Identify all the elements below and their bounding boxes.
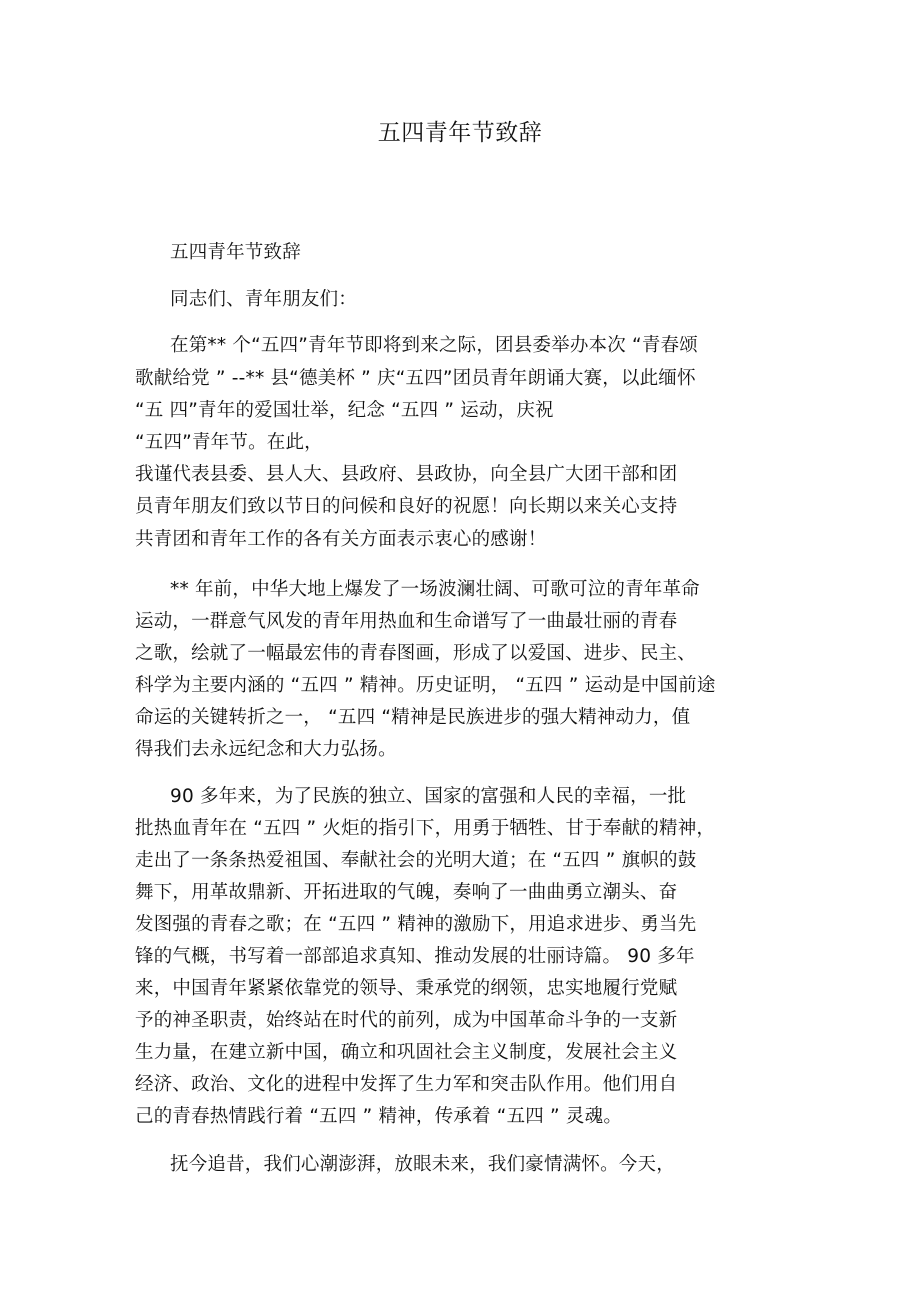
paragraph-line: 来，中国青年紧紧依靠党的领导、秉承党的纲领，忠实地履行党赋 (135, 978, 678, 999)
paragraph-line: 科学为主要内涵的 “五四 ” 精神。历史证明， “五四 ” 运动是中国前途 (135, 675, 716, 696)
paragraph-line: 己的青春热情践行着 “五四 ” 精神，传承着 “五四 ” 灵魂。 (135, 1106, 623, 1127)
paragraph-line: ** 年前，中华大地上爆发了一场波澜壮阔、可歌可泣的青年革命 (170, 579, 700, 600)
paragraph-line: “五四”青年节。在此， (135, 432, 323, 453)
paragraph-line: 命运的关键转折之一， “五四 “精神是民族进步的强大精神动力，值 (135, 707, 691, 728)
paragraph-line: 歌献给党 ” --** 县“德美杯 ” 庆“五四”团员青年朗诵大赛，以此缅怀 (135, 368, 696, 389)
paragraph-line: 共青团和青年工作的各有关方面表示衷心的感谢！ (135, 529, 547, 550)
paragraph-line: 在第** 个“五四”青年节即将到来之际，团县委举办本次 “青春颂 (170, 335, 698, 356)
paragraph-line: 得我们去永远纪念和大力弘扬。 (135, 739, 397, 760)
paragraph-line: “五 四”青年的爱国壮举，纪念 “五四 ” 运动，庆祝 (135, 400, 554, 421)
paragraph-line: 发图强的青春之歌；在 “五四 ” 精神的激励下，用追求进步、勇当先 (135, 914, 697, 935)
paragraph-line: 90 多年来，为了民族的独立、国家的富强和人民的幸福，一批 (170, 786, 687, 807)
paragraph-line: 抚今追昔，我们心潮澎湃，放眼未来，我们豪情满怀。今天， (170, 1154, 675, 1175)
salutation: 同志们、青年朋友们： (170, 289, 358, 310)
paragraph-line: 锋的气概，书写着一部部追求真知、推动发展的壮丽诗篇。 90 多年 (135, 946, 695, 967)
subtitle: 五四青年节致辞 (170, 242, 301, 263)
paragraph-line: 员青年朋友们致以节日的问候和良好的祝愿！向长期以来关心支持 (135, 496, 678, 517)
paragraph-line: 经济、政治、文化的进程中发挥了生力军和突击队作用。他们用自 (135, 1074, 678, 1095)
paragraph-line: 运动，一群意气风发的青年用热血和生命谱写了一曲最壮丽的青春 (135, 611, 678, 632)
document-title: 五四青年节致辞 (377, 120, 543, 146)
paragraph-line: 走出了一条条热爱祖国、奉献社会的光明大道；在 “五四 ” 旗帜的鼓 (135, 850, 697, 871)
paragraph-line: 舞下，用革故鼎新、开拓进取的气魄，奏响了一曲曲勇立潮头、奋 (135, 882, 678, 903)
paragraph-line: 予的神圣职责，始终站在时代的前列，成为中国革命斗争的一支新 (135, 1010, 678, 1031)
paragraph-line: 之歌，绘就了一幅最宏伟的青春图画，形成了以爱国、进步、民主、 (135, 643, 697, 664)
paragraph-line: 我谨代表县委、县人大、县政府、县政协，向全县广大团干部和团 (135, 464, 678, 485)
paragraph-line: 批热血青年在 “五四 ” 火炬的指引下，用勇于牺牲、甘于奉献的精神， (135, 818, 716, 839)
paragraph-line: 生力量，在建立新中国，确立和巩固社会主义制度，发展社会主义 (135, 1042, 678, 1063)
